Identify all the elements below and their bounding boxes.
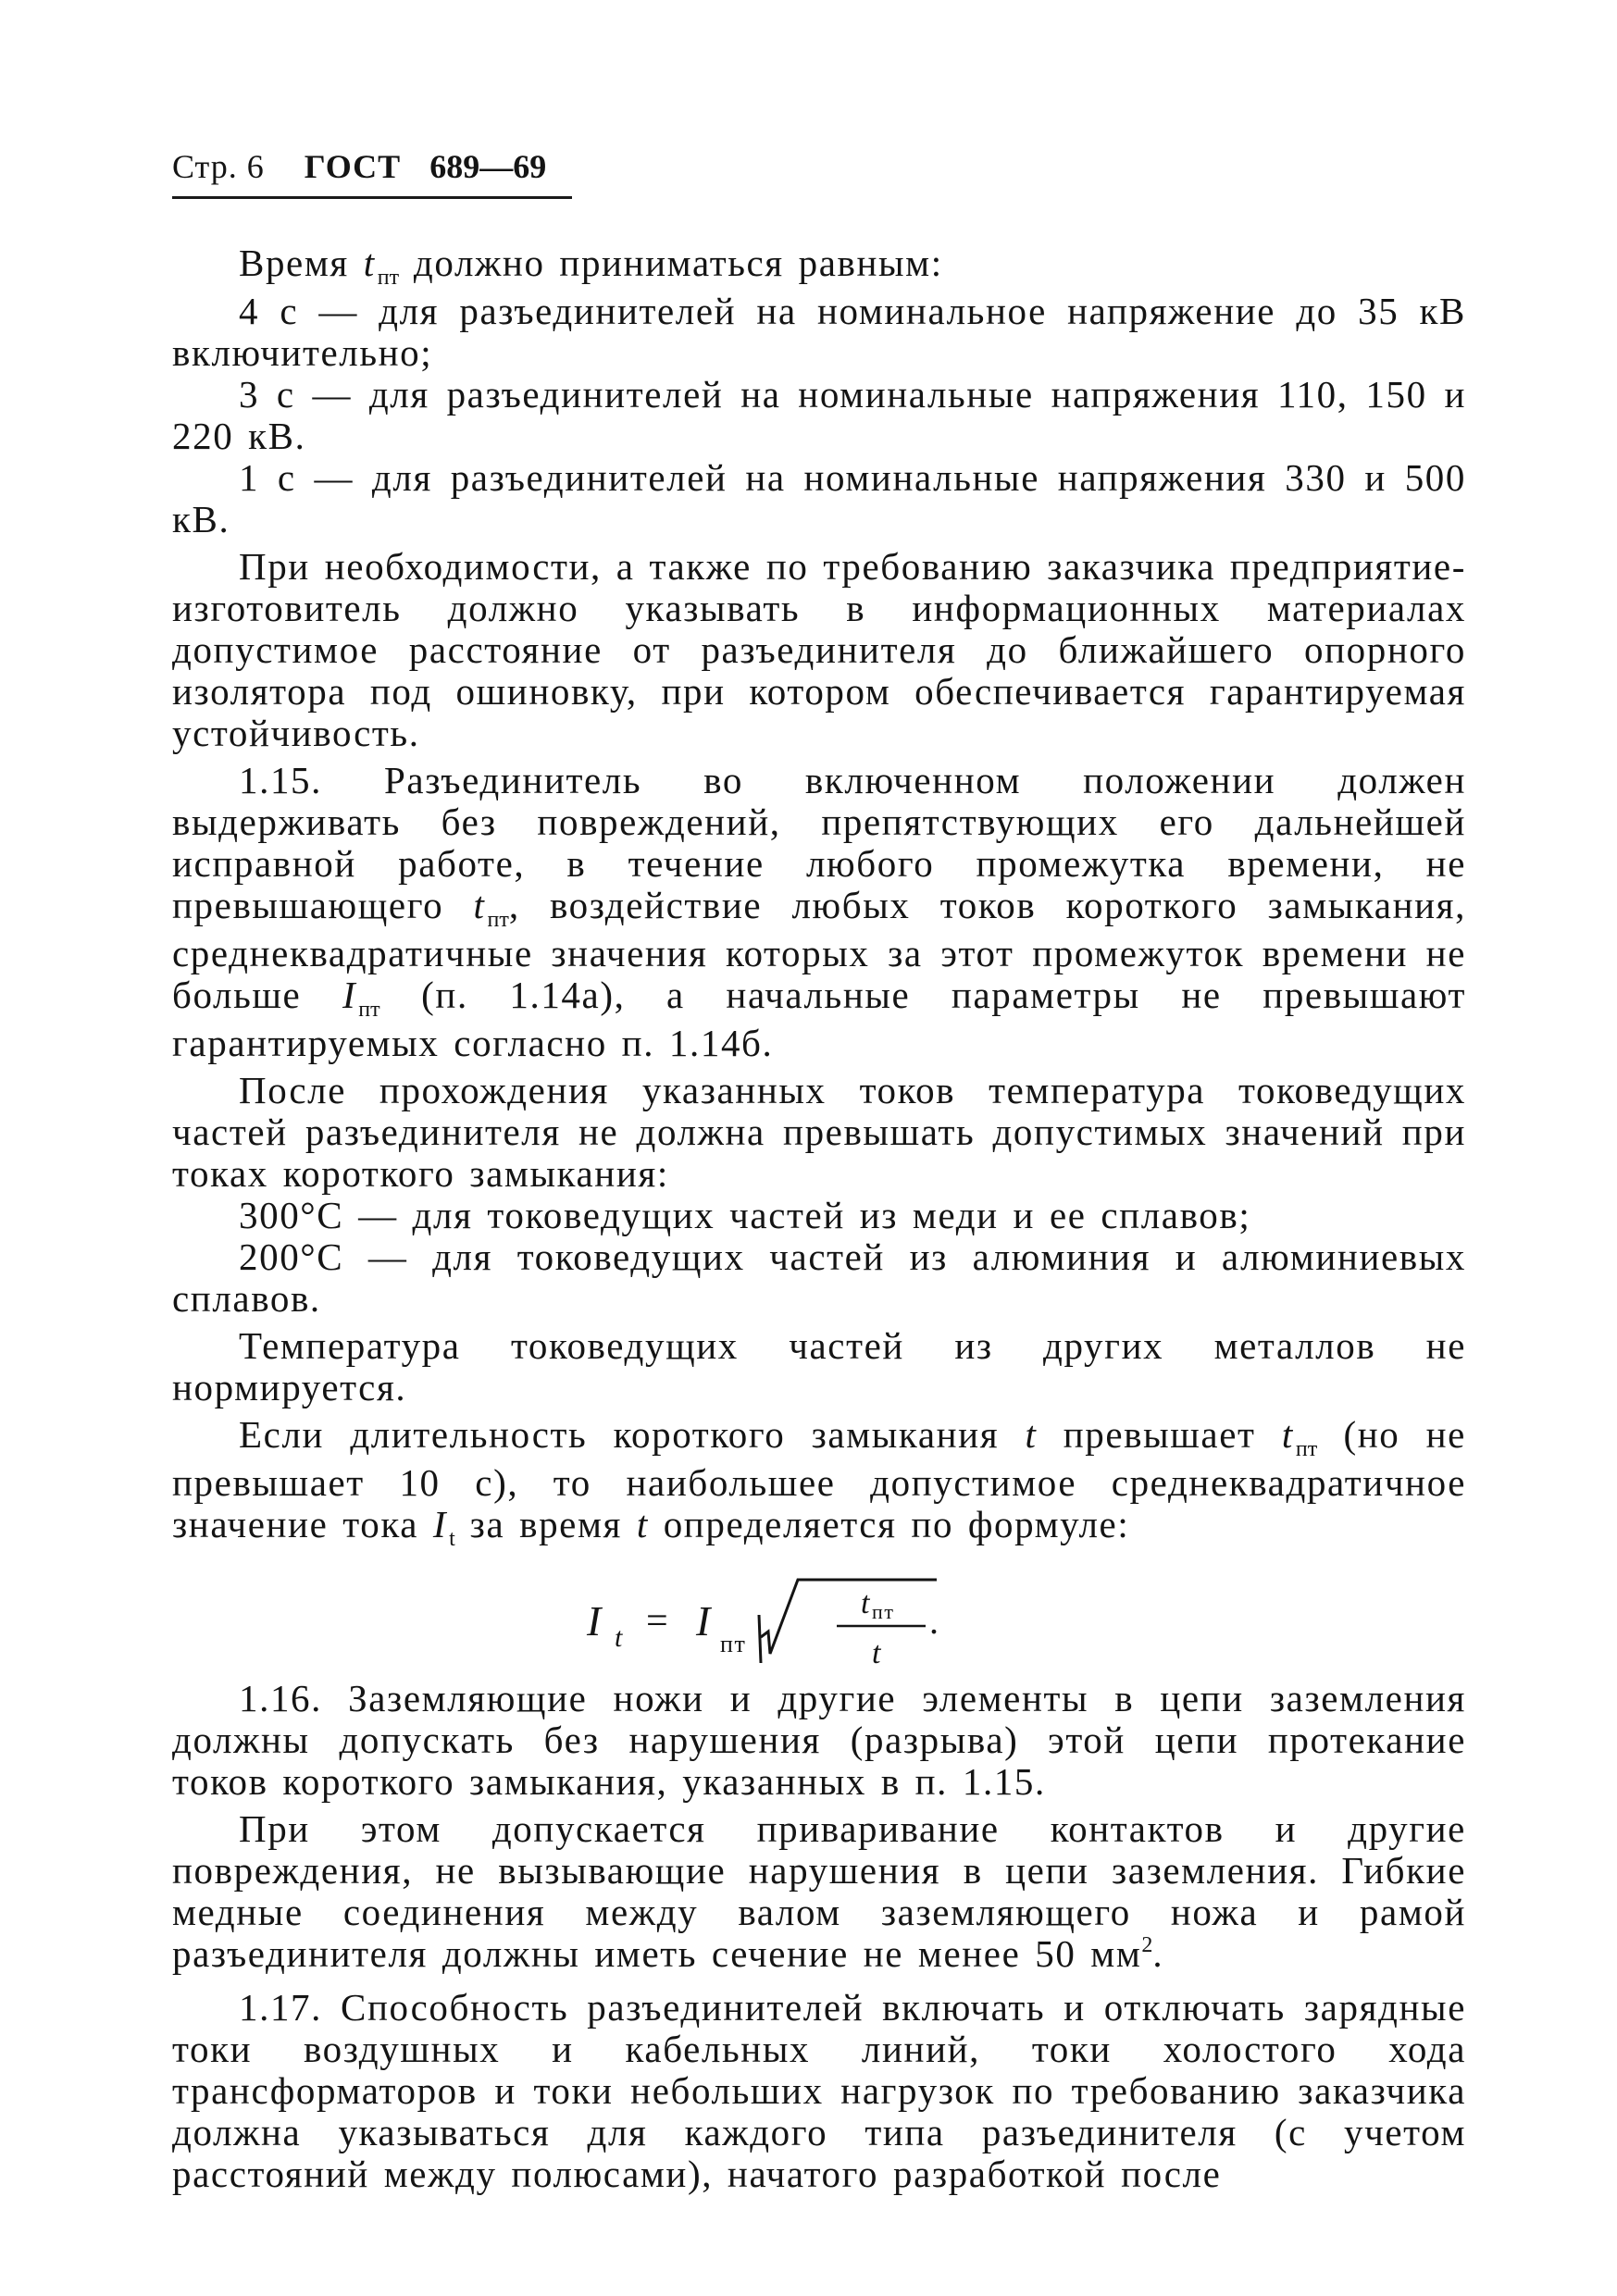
- paragraph-200c: 200°С — для токоведущих частей из алюминия и алюминиевых сплавов.: [172, 1235, 1466, 1320]
- paragraph-insulator-distance: При необходимости, а также по требованию заказчика предприятие-изготовитель должно указывать в информационных материалах допустимое расстояние от разъединителя до ближайшего опорного изолятора под ошиновку, при котором обеспечивается гарантируемая устойчивость.: [172, 545, 1466, 754]
- symbol-letter: t: [473, 884, 486, 926]
- standard-number: 689—69: [429, 148, 547, 185]
- paragraph-4s: 4 с — для разъединителей на номинальное напряжение до 35 кВ включительно;: [172, 290, 1466, 374]
- formula-end-dot: .: [929, 1600, 940, 1642]
- formula-lhs-symbol: I: [587, 1597, 603, 1644]
- symbol-t-pt: [473, 884, 509, 932]
- symbol-subscript: пт: [1295, 1437, 1318, 1461]
- formula-rhs-symbol: I: [696, 1597, 712, 1644]
- formula-lhs-subscript: t: [615, 1622, 624, 1653]
- standard-label: ГОСТ: [304, 148, 402, 185]
- radical-left-stroke: [759, 1615, 761, 1663]
- symbol-t: t: [636, 1503, 649, 1545]
- text-fragment: определяется по формуле:: [663, 1503, 1130, 1545]
- text-fragment: , воздействие любых токов короткого замыкания, среднеквадратичные значения которых за этот промежуток времени не больше: [172, 884, 1466, 1016]
- text-fragment: Если длительность короткого замыкания: [239, 1413, 1000, 1456]
- text-fragment: .: [1152, 1932, 1164, 1975]
- symbol-letter: I: [432, 1503, 448, 1545]
- paragraph-1-17: 1.17. Способность разъединителей включать и отключать зарядные токи воздушных и кабельных линий, токи холостого хода трансформаторов и токи небольших нагрузок по требованию заказчика должна указываться для каждого типа разъединителя (с учетом расстояний между полюсами), начатого разработкой после: [172, 1986, 1466, 2195]
- formula-denominator: t: [872, 1636, 883, 1670]
- text-fragment: за время: [469, 1503, 622, 1545]
- text-fragment: превышает: [1063, 1413, 1256, 1456]
- formula-block: [172, 1559, 1466, 1670]
- symbol-t-pt: [363, 242, 400, 290]
- paragraph-duration: [172, 1414, 1466, 1552]
- paragraph-1-15: [172, 760, 1466, 1064]
- text-fragment: При этом допускается приваривание контактов и другие повреждения, не вызывающие нарушения в цепи заземления. Гибкие медные соединения между валом заземляющего ножа и рамой разъединителя должны иметь сечение не менее 50 мм: [172, 1807, 1466, 1975]
- text-fragment: 1.15. Разъединитель во включенном положении должен выдерживать без повреждений, препятствующих его дальнейшей исправной работе, в течение любого промежутка времени, не превышающего: [172, 759, 1466, 926]
- paragraph-300c: 300°С — для токоведущих частей из меди и ее сплавов;: [239, 1194, 1251, 1236]
- symbol-subscript: пт: [358, 998, 380, 1022]
- formula-equals: =: [646, 1600, 670, 1643]
- symbol-subscript: t: [449, 1527, 455, 1551]
- symbol-letter: t: [363, 242, 376, 284]
- superscript-2: 2: [1141, 1933, 1153, 1957]
- text-fragment: (но не превышает 10 с), то наибольшее допустимое среднеквадратичное значение тока: [172, 1413, 1466, 1545]
- symbol-subscript: пт: [377, 266, 400, 290]
- symbol-i-t: [432, 1503, 455, 1551]
- paragraph-welding: [172, 1808, 1466, 1981]
- formula-numerator-subscript: пт: [872, 1600, 895, 1623]
- paragraph-time-intro: [172, 242, 1466, 291]
- sqrt-radical-icon: [761, 1580, 937, 1654]
- text-fragment: Время: [239, 242, 349, 284]
- symbol-letter: t: [1281, 1413, 1294, 1456]
- symbol-t: t: [1025, 1413, 1038, 1456]
- paragraph-1-16: 1.16. Заземляющие ножи и другие элементы в цепи заземления должны допускать без нарушения (разрыва) этой цепи протекание токов короткого замыкания, указанных в п. 1.15.: [172, 1677, 1466, 1803]
- paragraph-temperature-limits: После прохождения указанных токов температура токоведущих частей разъединителя не должна превышать допустимых значений при токах короткого замыкания:: [172, 1069, 1466, 1195]
- symbol-letter: I: [342, 974, 357, 1016]
- document-body: [172, 242, 1466, 2197]
- symbol-i-pt: [342, 974, 380, 1022]
- text-fragment: должно приниматься равным:: [413, 242, 943, 284]
- symbol-subscript: пт: [487, 908, 509, 932]
- paragraph-1s: 1 с — для разъединителей на номинальные напряжения 330 и 500 кВ.: [172, 456, 1466, 540]
- formula-rhs-subscript: пт: [720, 1631, 747, 1657]
- page-header: [172, 146, 546, 187]
- text-fragment: (п. 1.14а), а начальные параметры не превышают гарантируемых согласно п. 1.14б.: [172, 974, 1466, 1064]
- header-rule: [172, 196, 572, 199]
- formula-numerator: t: [861, 1586, 872, 1620]
- page-number-label: Стр. 6: [172, 148, 265, 185]
- symbol-t-pt: [1281, 1413, 1318, 1461]
- paragraph-other-metals: Температура токоведущих частей из других металлов не нормируется.: [172, 1324, 1466, 1409]
- paragraph-3s: 3 с — для разъединителей на номинальные напряжения 110, 150 и 220 кВ.: [172, 373, 1466, 457]
- formula-svg: [172, 1559, 1466, 1670]
